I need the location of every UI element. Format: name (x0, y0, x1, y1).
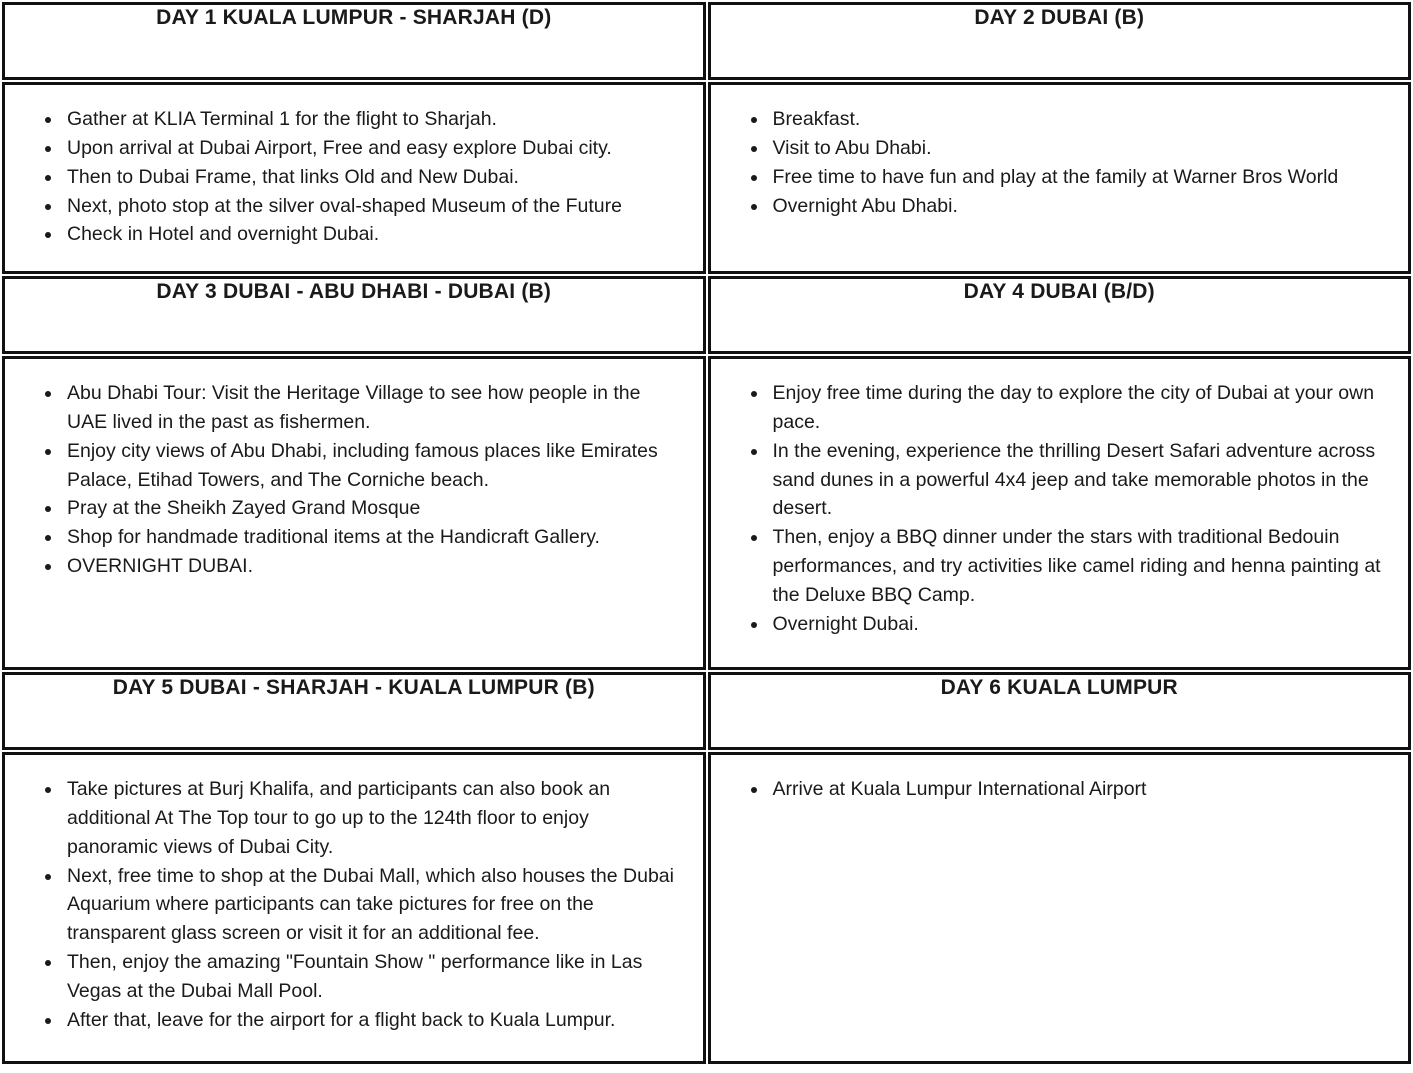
day-6-header: DAY 6 KUALA LUMPUR (940, 676, 1178, 699)
day-2-activities-cell (708, 82, 1412, 274)
day-6-activity-list (729, 775, 1387, 804)
day-1-header: DAY 1 KUALA LUMPUR - SHARJAH (D) (156, 6, 552, 29)
body-row-2 (2, 356, 1411, 670)
body-row-1 (2, 82, 1411, 274)
day-4-activity-list (729, 379, 1387, 639)
activity-item: • Overnight Abu Dhabi. (769, 192, 1387, 221)
activity-item: • Check in Hotel and overnight Dubai. (63, 220, 681, 249)
activity-item: • In the evening, experience the thrilling Desert Safari adventure across sand dunes in a powerful 4x4 jeep and take memorable photos in the desert. (769, 437, 1387, 524)
activity-item: • Upon arrival at Dubai Airport, Free and easy explore Dubai city. (63, 134, 681, 163)
day-4-activities-cell (708, 356, 1412, 670)
day-2-header-cell (708, 2, 1412, 80)
activity-item: • Free time to have fun and play at the family at Warner Bros World (769, 163, 1387, 192)
activity-item: • Breakfast. (769, 105, 1387, 134)
header-row-3 (2, 672, 1411, 750)
day-4-header-cell (708, 276, 1412, 354)
day-5-header: DAY 5 DUBAI - SHARJAH - KUALA LUMPUR (B) (112, 676, 595, 699)
day-1-header-cell (2, 2, 706, 80)
activity-item: • Abu Dhabi Tour: Visit the Heritage Village to see how people in the UAE lived in the past as fishermen. (63, 379, 681, 437)
day-6-activities-cell (708, 752, 1412, 1064)
activity-item: • After that, leave for the airport for a flight back to Kuala Lumpur. (63, 1006, 681, 1035)
activity-item: • Arrive at Kuala Lumpur International Airport (769, 775, 1387, 804)
day-1-activity-list (23, 105, 681, 249)
day-3-activity-list (23, 379, 681, 581)
day-3-activities-cell (2, 356, 706, 670)
activity-item: • Enjoy city views of Abu Dhabi, including famous places like Emirates Palace, Etihad Towers, and The Corniche beach. (63, 437, 681, 495)
activity-item: • Shop for handmade traditional items at the Handicraft Gallery. (63, 523, 681, 552)
activity-item: • Then to Dubai Frame, that links Old and New Dubai. (63, 163, 681, 192)
day-5-activities-cell (2, 752, 706, 1064)
day-1-activities-cell (2, 82, 706, 274)
header-row-1 (2, 2, 1411, 80)
activity-item: • Pray at the Sheikh Zayed Grand Mosque (63, 494, 681, 523)
activity-item: • Enjoy free time during the day to explore the city of Dubai at your own pace. (769, 379, 1387, 437)
activity-item: • Next, free time to shop at the Dubai Mall, which also houses the Dubai Aquarium where participants can take pictures for free on the transparent glass screen or visit it for an additional fee. (63, 862, 681, 949)
activity-item: • OVERNIGHT DUBAI. (63, 552, 681, 581)
day-6-header-cell (708, 672, 1412, 750)
activity-item: • Next, photo stop at the silver oval-shaped Museum of the Future (63, 192, 681, 221)
activity-item: • Then, enjoy the amazing "Fountain Show " performance like in Las Vegas at the Dubai Mall Pool. (63, 948, 681, 1006)
day-4-header: DAY 4 DUBAI (B/D) (963, 280, 1155, 303)
day-3-header-cell (2, 276, 706, 354)
day-5-header-cell (2, 672, 706, 750)
header-row-2 (2, 276, 1411, 354)
day-2-header: DAY 2 DUBAI (B) (974, 6, 1145, 29)
day-2-activity-list (729, 105, 1387, 220)
activity-item: • Then, enjoy a BBQ dinner under the stars with traditional Bedouin performances, and try activities like camel riding and henna painting at the Deluxe BBQ Camp. (769, 523, 1387, 610)
activity-item: • Gather at KLIA Terminal 1 for the flight to Sharjah. (63, 105, 681, 134)
activity-item: • Visit to Abu Dhabi. (769, 134, 1387, 163)
body-row-3 (2, 752, 1411, 1064)
activity-item: • Overnight Dubai. (769, 610, 1387, 639)
day-3-header: DAY 3 DUBAI - ABU DHABI - DUBAI (B) (156, 280, 552, 303)
activity-item: • Take pictures at Burj Khalifa, and participants can also book an additional At The Top tour to go up to the 124th floor to enjoy panoramic views of Dubai City. (63, 775, 681, 862)
day-5-activity-list (23, 775, 681, 1035)
